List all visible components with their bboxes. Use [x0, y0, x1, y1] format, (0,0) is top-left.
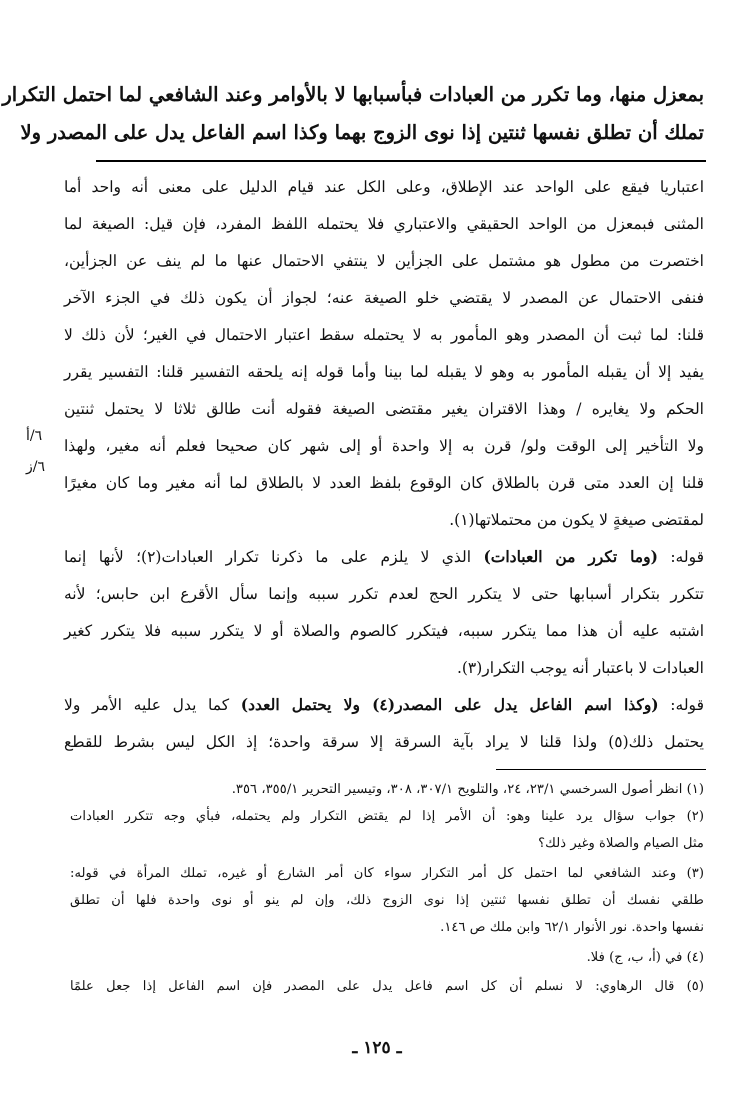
commentary-line-4: فنفى الاحتمال عن المصدر لا يقتضي خلو الصيغة عنه؛ لجواز أن يكون ذلك في الجزء الآخر: [64, 289, 704, 307]
footnote-3-continued: نفسها واحدة. نور الأنوار ٦٢/١ وابن ملك ص ١٤٦.: [440, 920, 704, 935]
commentary-line-16: يحتمل ذلك(٥) ولذا قلنا لا يراد بآية السرقة إلا سرقة واحدة؛ إذ الكل ليس بشرط للقطع: [64, 733, 704, 751]
commentary-line-1: اعتباريا فيقع على الواحد عند الإطلاق، وعلى الكل عند قيام الدليل على معنى أنه واحد أما: [64, 178, 704, 196]
footnote-5: (٥) قال الرهاوي: لا نسلم أن كل اسم فاعل يدل على المصدر فإن اسم الفاعل إذا جعل علمًا: [70, 979, 704, 994]
matn-line-2: تملك أن تطلق نفسها ثنتين إذا نوى الزوج بهما وكذا اسم الفاعل يدل على المصدر ولا: [20, 121, 704, 144]
commentary-line-3: اختصرت من مطول هو مشتمل على الجزأين لا ينتفي الاحتمال عنها ما لم ينف عن الجزأين،: [64, 252, 704, 270]
commentary-line-13: اشتبه عليه أن هذا مما يتكرر سببه، فيتكرر كالصوم والصلاة أو لا يتكرر سببه فلا يتكرر كغير: [64, 622, 704, 640]
footnote-2: (٢) جواب سؤال يرد علينا وهو: أن الأمر إذا لم يقتض التكرار ولم يحتمله، فبأي وجه تتكرر العبادات: [70, 809, 704, 824]
footnote-1: (١) انظر أصول السرخسي ٢٣/١، ٢٤، والتلويح ٣٠٧/١، ٣٠٨، وتيسير التحرير ٣٥٥/١، ٣٥٦.: [231, 782, 704, 797]
commentary-line-14: العبادات لا باعتبار أنه يوجب التكرار(٣).: [456, 659, 704, 677]
commentary-line-5: قلنا: لما ثبت أن المصدر وهو المأمور به لا يحتمله سقط اعتبار الاحتمال في الغير؛ لأن ذلك لا: [64, 326, 704, 344]
matn-separator-rule: [96, 160, 706, 162]
commentary-line-7: الحكم ولا يغايره / وهذا الاقتران يغير مقتضى الصيغة فقوله أنت طالق ثلاثا لا يحتمل ثنتين: [64, 400, 704, 418]
qawluhu-label: قوله:: [658, 696, 704, 714]
footnote-2-continued: مثل الصيام والصلاة وغير ذلك؟: [538, 836, 704, 851]
qawluhu-label: قوله:: [657, 548, 704, 566]
page-number: ـ ١٢٥ ـ: [352, 1038, 402, 1058]
quoted-matn-phrase: (وكذا اسم الفاعل يدل على المصدر(٤) ولا يحتمل العدد): [240, 695, 659, 714]
margin-folio-note: ٦/ز: [26, 459, 46, 475]
footnote-3-continued: طلقي نفسك أن تطلق نفسها ثنتين إذا نوى الزوج ذلك، وإن لم ينو أو نوى واحدة فلها أن تطلق: [70, 893, 704, 908]
commentary-line-10: لمقتضى صيغةٍ لا يكون من محتملاتها(١).: [449, 511, 704, 529]
commentary-text: كما يدل عليه الأمر ولا: [64, 696, 241, 714]
footnote-separator-rule: [496, 769, 706, 770]
footnote-3: (٣) وعند الشافعي لما احتمل كل أمر التكرار سواء كان أمر الشارع أو غيره، تملك المرأة في قوله:: [70, 866, 704, 881]
commentary-line-12: تتكرر بتكرار أسبابها حتى لا يتكرر الحج لعدم تكرر سببه وإنما سأل الأقرع ابن حابس؛ لأنه: [64, 585, 704, 603]
commentary-text: الذي لا يلزم على ما ذكرنا تكرار العبادات(٢)؛ لأنها إنما: [64, 548, 484, 566]
footnote-4: (٤) في (أ، ب، ج) فلا.: [586, 950, 704, 965]
commentary-line-8: ولا التأخير إلى الوقت ولو/ قرن به إلا واحدة أو إلى شهر كان صحيحا فعلم أنه مغير، ولهذا: [64, 437, 704, 455]
commentary-paragraph-3-first-line: [64, 690, 704, 720]
quoted-matn-phrase: (وما تكرر من العبادات): [483, 547, 658, 566]
commentary-line-2: المثنى فبمعزل من الواحد الحقيقي والاعتباري فلا يحتمله اللفظ المفرد، فإن قيل: الصيغة لما: [64, 215, 704, 233]
matn-line-1: بمعزل منها، وما تكرر من العبادات فبأسبابها لا بالأوامر وعند الشافعي لما احتمل التكرار: [2, 83, 704, 106]
commentary-paragraph-2-first-line: [64, 542, 704, 572]
commentary-line-6: يفيد إلا أن يقبله المأمور به وهو لا يقبله لما بينا وأما قوله إنه يلحقه التفسير قلنا: التفسير يقرر: [64, 363, 704, 381]
margin-folio-note: ٦/أ: [26, 428, 43, 444]
commentary-line-9: قلنا إن العدد متى قرن بالطلاق كان الوقوع بلفظ العدد لا بالطلاق لما أنه مغير وما كان مغيرًا: [64, 474, 704, 492]
